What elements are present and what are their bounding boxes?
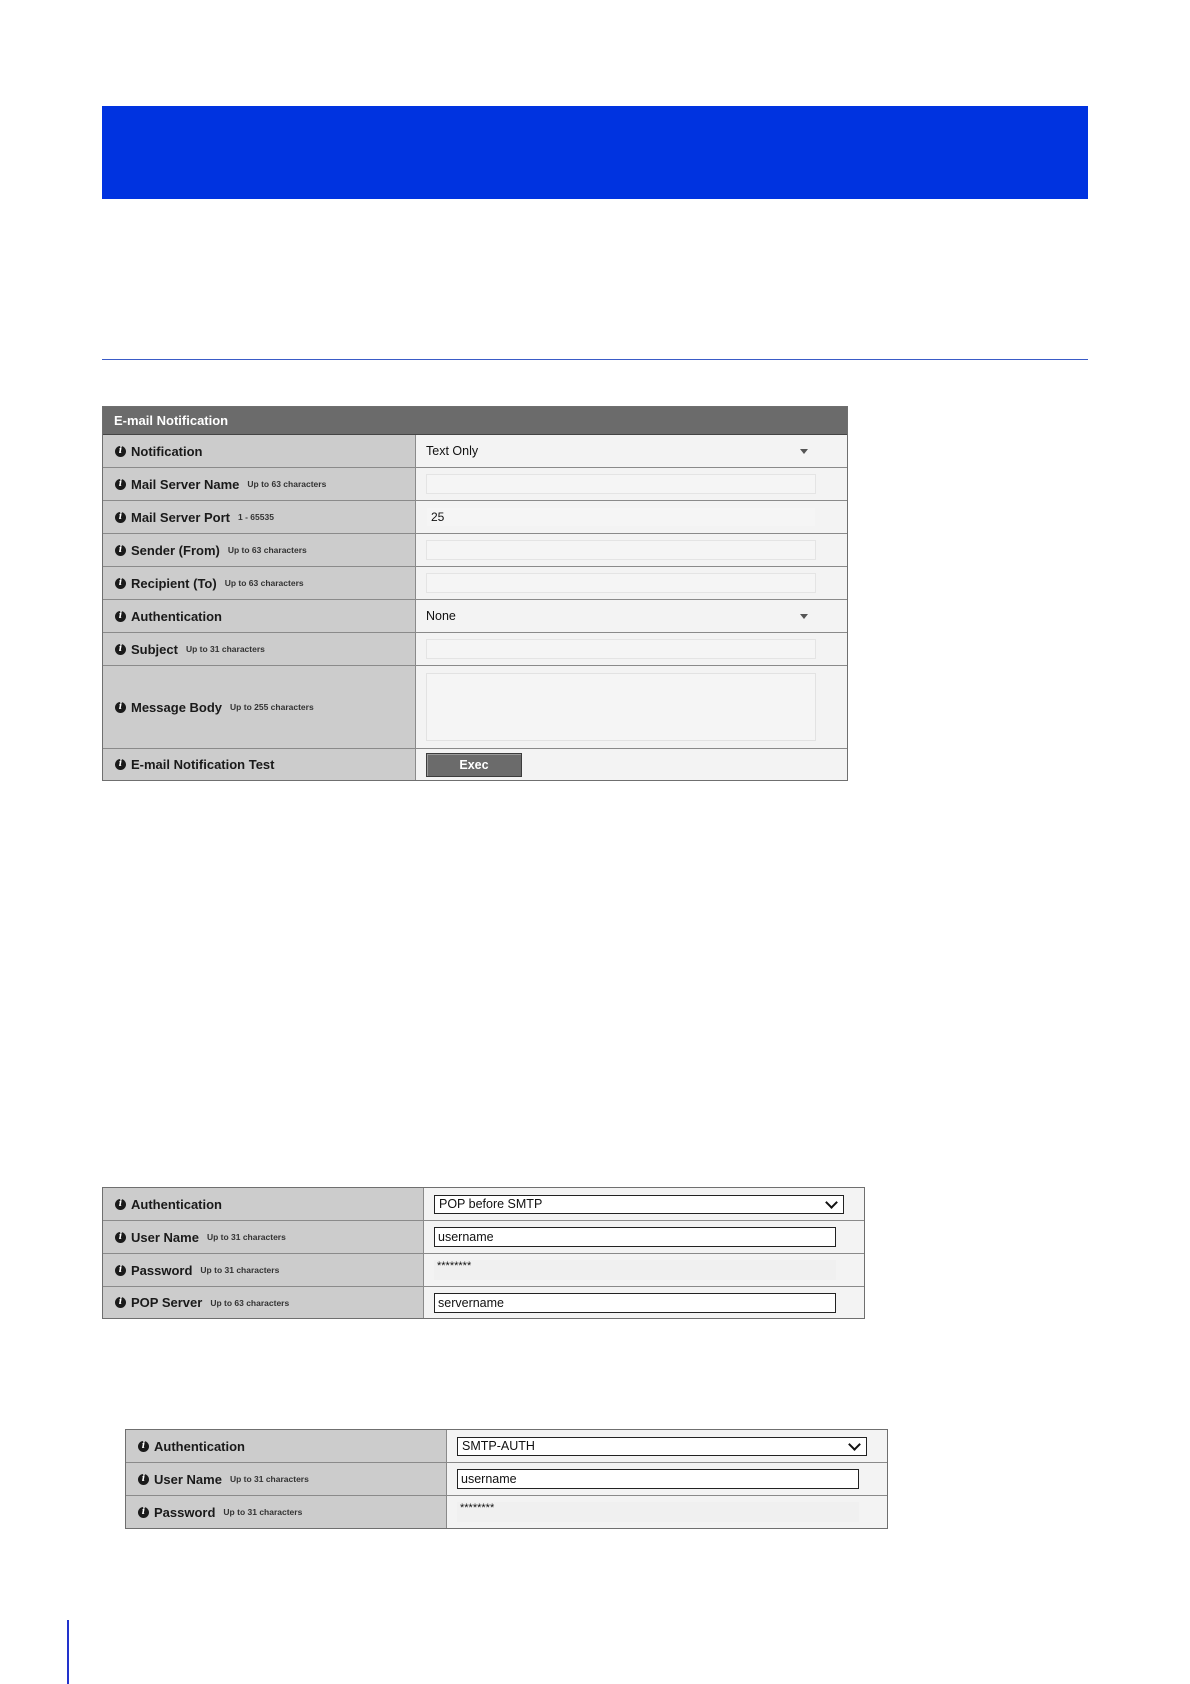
info-icon[interactable]: i (115, 512, 126, 523)
section-divider (102, 359, 1088, 360)
page-margin-marker (67, 1620, 69, 1684)
row-label: POP Server (131, 1295, 203, 1310)
row-subject (103, 632, 847, 665)
row-label: Password (154, 1504, 216, 1520)
dropdown-caret-icon (800, 449, 808, 454)
authentication-select[interactable] (434, 1195, 844, 1214)
info-icon[interactable]: i (115, 479, 126, 490)
row-label: Notification (131, 443, 203, 459)
notification-select[interactable] (426, 444, 816, 458)
row-user-name (103, 1220, 864, 1253)
user-name-input[interactable]: username (434, 1227, 836, 1247)
row-pop-server (103, 1286, 864, 1318)
row-label: Mail Server Port (131, 509, 230, 525)
recipient-input[interactable] (426, 573, 816, 593)
row-hint: Up to 31 characters (229, 1474, 309, 1484)
pop-auth-panel (102, 1187, 865, 1319)
row-label: Password (131, 1262, 193, 1278)
sender-input[interactable] (426, 540, 816, 560)
dropdown-caret-icon (800, 614, 808, 619)
info-icon[interactable]: i (138, 1441, 149, 1452)
row-hint: Up to 63 characters (247, 479, 327, 489)
info-icon[interactable]: i (138, 1507, 149, 1518)
row-password (126, 1495, 887, 1528)
row-label: Subject (131, 641, 178, 657)
row-authentication (126, 1430, 887, 1462)
notification-value: Text Only (426, 444, 479, 458)
header-banner (102, 106, 1088, 199)
info-icon[interactable]: i (115, 611, 126, 622)
subject-input[interactable] (426, 639, 816, 659)
info-icon[interactable]: i (115, 759, 126, 770)
row-mail-server-name (103, 467, 847, 500)
row-label: Message Body (131, 699, 223, 715)
info-icon[interactable]: i (115, 578, 126, 589)
user-name-input[interactable]: username (457, 1469, 859, 1489)
row-label: E-mail Notification Test (131, 757, 275, 772)
row-label: Authentication (131, 1196, 222, 1212)
panel-title: E-mail Notification (103, 407, 847, 435)
row-password (103, 1253, 864, 1286)
row-recipient (103, 566, 847, 599)
row-hint: Up to 63 characters (224, 578, 304, 588)
info-icon[interactable]: i (138, 1474, 149, 1485)
row-hint: Up to 63 characters (210, 1297, 290, 1308)
mail-server-name-input[interactable] (426, 474, 816, 494)
row-authentication (103, 1188, 864, 1220)
row-email-test (103, 748, 847, 780)
authentication-value: SMTP-AUTH (462, 1439, 535, 1453)
row-message-body (103, 665, 847, 748)
row-hint: Up to 31 characters (206, 1232, 286, 1242)
pop-server-input[interactable]: servername (434, 1293, 836, 1313)
password-input[interactable]: ******** (457, 1502, 859, 1522)
row-hint: Up to 31 characters (185, 644, 265, 654)
email-notification-panel (102, 406, 848, 781)
row-notification (103, 435, 847, 467)
info-icon[interactable]: i (115, 702, 126, 713)
authentication-value: POP before SMTP (439, 1197, 543, 1211)
info-icon[interactable]: i (115, 446, 126, 457)
info-icon[interactable]: i (115, 1232, 126, 1243)
smtp-auth-panel (125, 1429, 888, 1529)
row-mail-server-port (103, 500, 847, 533)
row-label: Mail Server Name (131, 476, 240, 492)
row-label: Authentication (154, 1438, 245, 1454)
info-icon[interactable]: i (115, 1199, 126, 1210)
row-user-name (126, 1462, 887, 1495)
authentication-select[interactable] (426, 609, 816, 623)
info-icon[interactable]: i (115, 1297, 126, 1308)
chevron-down-icon (825, 1196, 838, 1209)
row-hint: Up to 255 characters (230, 702, 314, 712)
authentication-value: None (426, 609, 456, 623)
info-icon[interactable]: i (115, 545, 126, 556)
row-sender (103, 533, 847, 566)
authentication-select[interactable] (457, 1437, 867, 1456)
row-label: User Name (154, 1471, 222, 1487)
row-label: Authentication (131, 608, 222, 624)
row-label: User Name (131, 1229, 199, 1245)
chevron-down-icon (848, 1438, 861, 1451)
row-hint: 1 - 65535 (238, 512, 274, 522)
password-input[interactable]: ******** (434, 1260, 836, 1280)
row-label: Recipient (To) (131, 575, 217, 591)
info-icon[interactable]: i (115, 1265, 126, 1276)
row-hint: Up to 31 characters (200, 1265, 280, 1275)
row-hint: Up to 31 characters (223, 1507, 303, 1517)
message-body-textarea[interactable] (426, 673, 816, 741)
row-authentication (103, 599, 847, 632)
info-icon[interactable]: i (115, 644, 126, 655)
row-hint: Up to 63 characters (227, 545, 307, 555)
exec-button[interactable]: Exec (426, 753, 522, 777)
row-label: Sender (From) (131, 542, 220, 558)
mail-server-port-input[interactable]: 25 (426, 507, 816, 527)
